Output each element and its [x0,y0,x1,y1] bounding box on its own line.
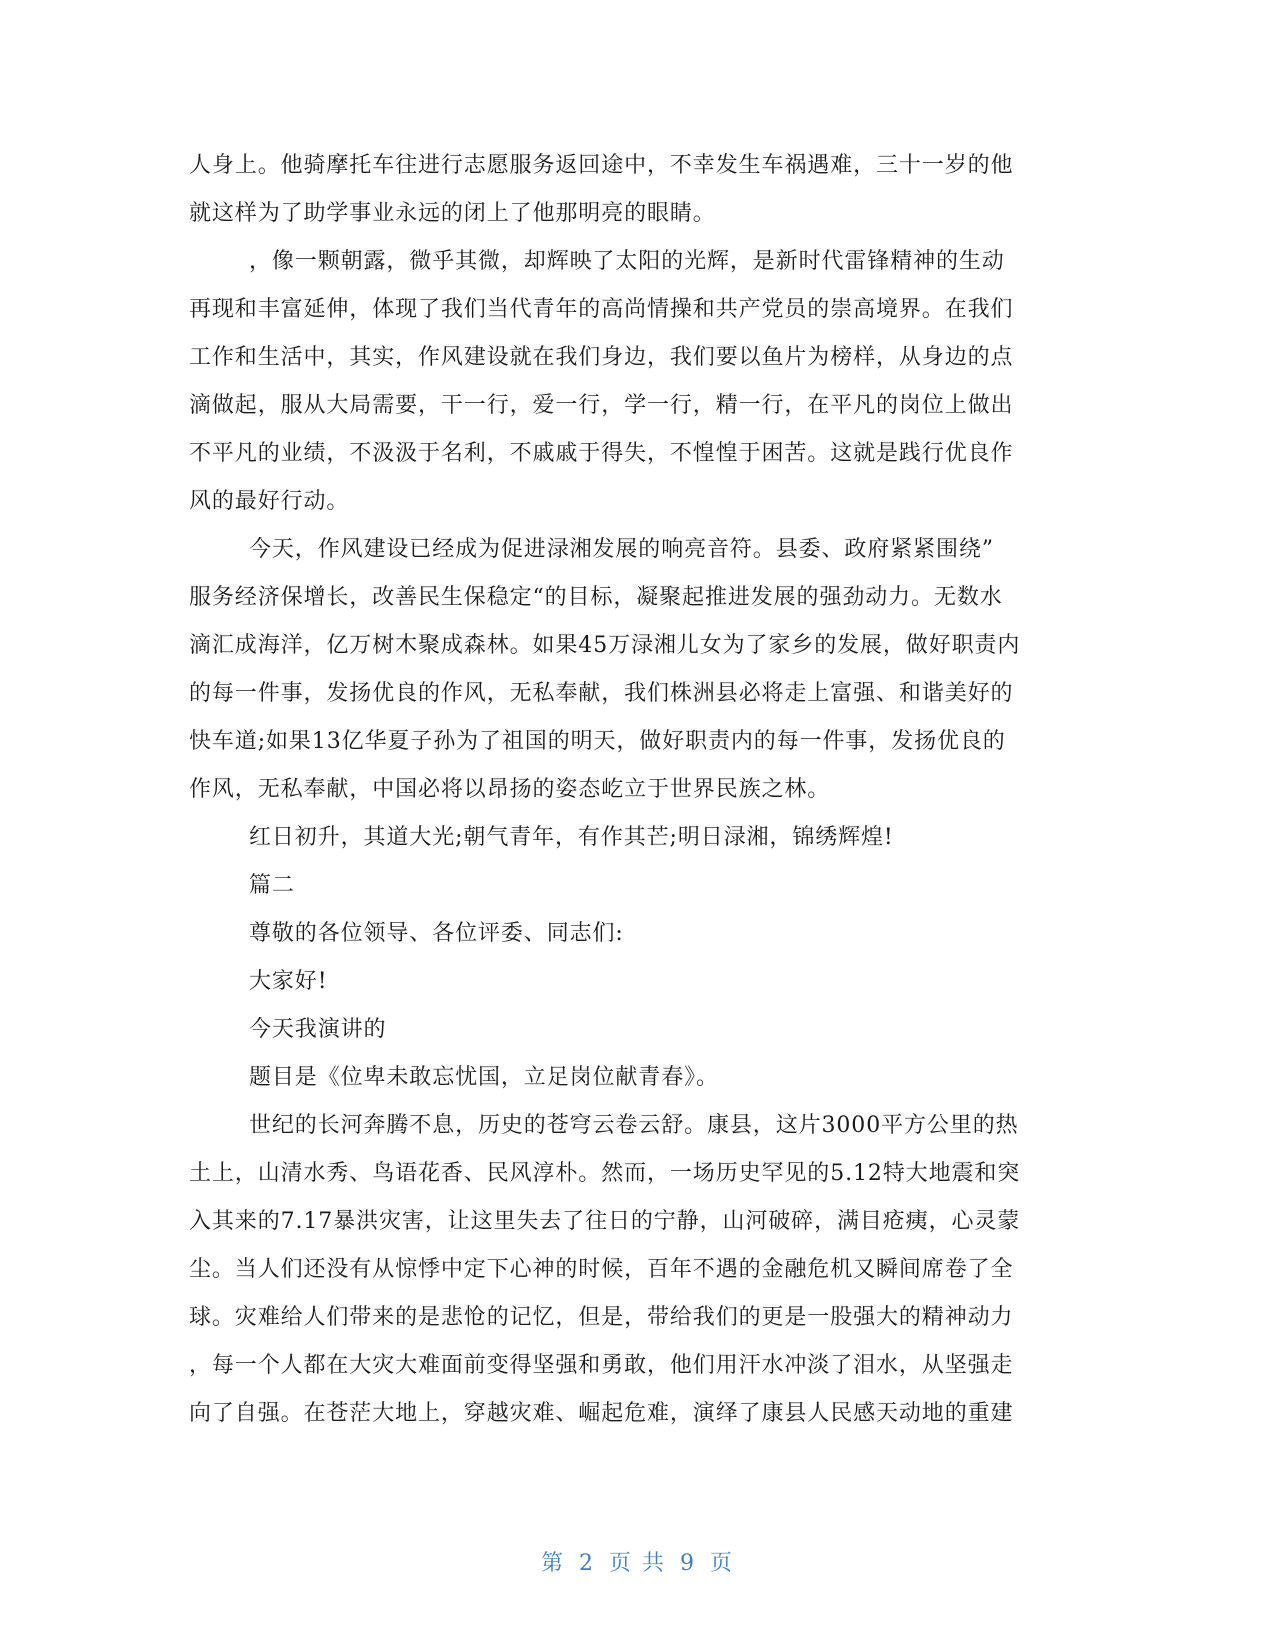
text-line: 不平凡的业绩，不汲汲于名利，不戚戚于得失，不惶惶于困苦。这就是践行优良作 [189,441,1014,466]
text-line: 今天，作风建设已经成为促进渌湘发展的响亮音符。县委、政府紧紧围绕” [249,537,994,562]
footer-prefix: 第 [540,1551,565,1576]
text-line: 工作和生活中，其实，作风建设就在我们身边，我们要以鱼片为榜样，从身边的点 [189,345,1014,370]
text-line: 就这样为了助学事业永远的闭上了他那明亮的眼睛。 [189,201,716,226]
text-line: ，每一个人都在大灾大难面前变得坚强和勇敢，他们用汗水冲淡了泪水，从坚强走 [189,1353,1014,1378]
text-line: 服务经济保增长，改善民生保稳定“的目标，凝聚起推进发展的强劲动力。无数水 [189,585,1003,610]
text-line: ，像一颗朝露，微乎其微，却辉映了太阳的光辉，是新时代雷锋精神的生动 [249,249,1005,274]
text-line: 滴做起，服从大局需要，干一行，爱一行，学一行，精一行，在平凡的岗位上做出 [189,393,1014,418]
text-line: 快车道;如果13亿华夏子孙为了祖国的明天，做好职责内的每一件事，发扬优良的 [189,729,1006,754]
text-line: 篇二 [249,873,295,898]
text-line: 向了自强。在苍茫大地上，穿越灾难、崛起危难，演绎了康县人民感天动地的重建 [189,1401,1014,1426]
page-footer [0,1546,1275,1577]
footer-total-pages: 9 [680,1551,696,1576]
text-line: 人身上。他骑摩托车往进行志愿服务返回途中，不幸发生车祸遇难，三十一岁的他 [189,153,1014,178]
text-line: 再现和丰富延伸，体现了我们当代青年的高尚情操和共产党员的崇高境界。在我们 [189,297,1014,322]
text-line: 入其来的7.17暴洪灾害，让这里失去了往日的宁静，山河破碎，满目疮痍，心灵蒙 [189,1209,1021,1234]
text-line: 世纪的长河奔腾不息，历史的苍穹云卷云舒。康县，这片3000平方公里的热 [249,1113,1019,1138]
text-line: 风的最好行动。 [189,489,350,514]
text-line: 球。灾难给人们带来的是悲怆的记忆，但是，带给我们的更是一股强大的精神动力 [189,1305,1014,1330]
text-line: 大家好! [249,969,328,994]
text-line: 的每一件事，发扬优良的作风，无私奉献，我们株洲县必将走上富强、和谐美好的 [189,681,1014,706]
text-line: 今天我演讲的 [249,1017,387,1042]
footer-middle: 页 共 [609,1551,666,1576]
body-text [189,142,1089,1438]
text-line: 尘。当人们还没有从惊悸中定下心神的时候，百年不遇的金融危机又瞬间席卷了全 [189,1257,1014,1282]
text-line: 滴汇成海洋，亿万树木聚成森林。如果45万渌湘儿女为了家乡的发展，做好职责内 [189,633,1021,658]
text-line: 红日初升，其道大光;朝气青年，有作其芒;明日渌湘，锦绣辉煌! [249,825,894,850]
footer-current-page: 2 [579,1551,595,1576]
text-line: 尊敬的各位领导、各位评委、同志们: [249,921,624,946]
footer-suffix: 页 [710,1551,735,1576]
text-line: 题目是《位卑未敢忘忧国，立足岗位献青春》。 [249,1065,719,1090]
text-line: 作风，无私奉献，中国必将以昂扬的姿态屹立于世界民族之林。 [189,777,831,802]
text-line: 土上，山清水秀、鸟语花香、民风淳朴。然而，一场历史罕见的5.12特大地震和突 [189,1161,1021,1186]
